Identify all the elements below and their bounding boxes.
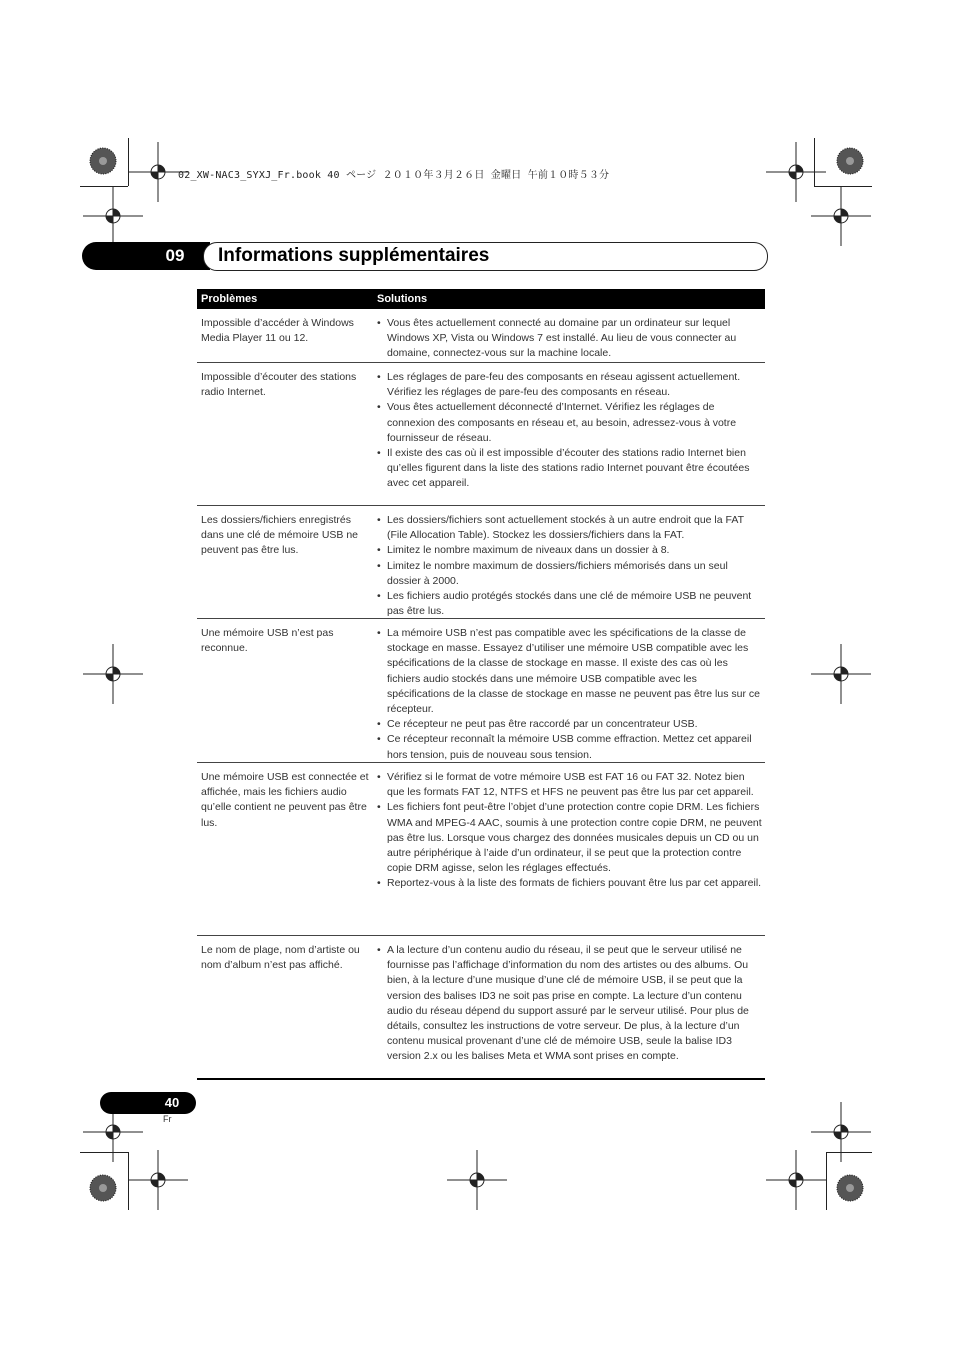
solution-item: • Vérifiez si le format de votre mémoire USB est FAT 16 ou FAT 32. Notez bien que les formats FAT 12, NTFS et HFS ne peuvent pas être lus par cet appareil. (377, 770, 762, 800)
solutions-cell (377, 513, 762, 619)
registration-star-icon (73, 1158, 133, 1218)
file-header: 02_XW-NAC3_SYXJ_Fr.book 40 ページ ２０１０年３月２６日 金曜日 午前１０時５３分 (178, 170, 610, 181)
solutions-cell (377, 626, 762, 763)
solution-item: • La mémoire USB n’est pas compatible avec les spécifications de la classe de stockage en masse. Essayez d’utiliser une mémoire USB compatible avec les spécifications de la classe de stockage en masse. Il existe des cas où les fichiers audio stockés dans une mémoire USB compatible avec les spécifications de la classe de stockage en masse ne peuvent pas être lus sur ce récepteur. (377, 626, 762, 717)
table-row (197, 936, 765, 1080)
registration-cross-icon (811, 186, 871, 246)
registration-cross-icon (83, 644, 143, 704)
registration-cross-icon (447, 1150, 507, 1210)
problem-cell: Le nom de plage, nom d’artiste ou nom d’album n’est pas affiché. (201, 944, 360, 972)
crop-line (826, 1152, 872, 1153)
solutions-cell (377, 370, 762, 492)
solution-item: • Vous êtes actuellement déconnecté d’Internet. Vérifiez les réglages de connexion des composants en réseau et, au besoin, adressez-vous à votre fournisseur de réseau. (377, 400, 762, 446)
table-row (197, 619, 765, 763)
chapter-title: Informations supplémentaires (218, 245, 490, 266)
page-number: 40 (164, 1095, 180, 1110)
language-code: Fr (163, 1114, 172, 1124)
solution-item: • Il existe des cas où il est impossible d’écouter des stations radio Internet bien qu’elles figurent dans la liste des stations radio Internet pouvant être écoutées avec cet appareil. (377, 446, 762, 492)
solution-item: • Les fichiers audio protégés stockés dans une clé de mémoire USB ne peuvent pas être lus. (377, 589, 762, 619)
header-problems: Problèmes (201, 293, 258, 305)
registration-star-icon (73, 131, 133, 191)
crop-line (80, 1152, 128, 1153)
table-row (197, 309, 765, 363)
solution-item: • Vous êtes actuellement connecté au domaine par un ordinateur sur lequel Windows XP, Vista ou Windows 7 est installé. Au lieu de vous connecter au domaine, connectez-vous sur la machine locale. (377, 316, 762, 362)
crop-line (826, 1152, 827, 1210)
registration-cross-icon (83, 186, 143, 246)
table-row (197, 506, 765, 619)
table-header (197, 289, 765, 309)
crop-line (814, 138, 815, 186)
troubleshooting-table (197, 289, 765, 1080)
registration-cross-icon (766, 1150, 826, 1210)
solutions-cell (377, 770, 762, 892)
solution-item: • Reportez-vous à la liste des formats de fichiers pouvant être lus par cet appareil. (377, 876, 762, 891)
solutions-cell (377, 943, 762, 1065)
solution-item: • Limitez le nombre maximum de dossiers/fichiers mémorisés dans un seul dossier à 2000. (377, 559, 762, 589)
solution-item: • Les réglages de pare-feu des composants en réseau agissent actuellement. Vérifiez les réglages de pare-feu des composants en réseau. (377, 370, 762, 400)
table-row (197, 763, 765, 936)
solutions-cell (377, 316, 762, 362)
crop-line (128, 1152, 129, 1210)
crop-line (814, 186, 872, 187)
chapter-number: 09 (165, 246, 185, 265)
registration-cross-icon (811, 644, 871, 704)
problem-cell: Les dossiers/fichiers enregistrés dans une clé de mémoire USB ne peuvent pas être lus. (201, 514, 359, 557)
solution-item: • Ce récepteur reconnaît la mémoire USB comme effraction. Mettez cet appareil hors tension, puis de nouveau sous tension. (377, 732, 762, 762)
solution-item: • A la lecture d’un contenu audio du réseau, il se peut que le serveur utilisé ne fournisse pas l’affichage d’information du nom des artistes ou des albums. Ou bien, à la lecture d’une musique d’une clé de mémoire USB, il se peut que la version des balises ID3 ne soit pas prise en compte. La lecture d’un contenu audio du réseau dépend du support assuré par le serveur utilisé. Pour plus de détails, consultez les instructions de votre serveur. De plus, à la lecture d’un contenu musical provenant d’une clé de mémoire USB, seule la balise ID3 version 2.x ou les balises Meta et WMA sont prises en compte. (377, 943, 762, 1065)
solution-item: • Limitez le nombre maximum de niveaux dans un dossier à 8. (377, 543, 762, 558)
solution-item: • Les dossiers/fichiers sont actuellement stockés à un autre endroit que la FAT (File Allocation Table). Stockez les dossiers/fichiers dans la FAT. (377, 513, 762, 543)
solution-item: • Ce récepteur ne peut pas être raccordé par un concentrateur USB. (377, 717, 762, 732)
registration-star-icon (820, 1158, 880, 1218)
crop-line (80, 186, 128, 187)
registration-cross-icon (128, 1150, 188, 1210)
problem-cell: Impossible d’écouter des stations radio Internet. (201, 371, 357, 399)
solution-item: • Les fichiers font peut-être l’objet d’une protection contre copie DRM. Les fichiers WMA and MPEG-4 AAC, soumis à une protection contre copie DRM, ne peuvent pas être lus. Lorsque vous chargez des données musicales depuis un CD ou un autre périphérique à l’aide d’un ordinateur, il se peut que la protection contre copie DRM agisse, selon les réglages effectués. (377, 800, 762, 876)
problem-cell: Une mémoire USB est connectée et affichée, mais les fichiers audio qu’elle contient ne peuvent pas être lus. (201, 771, 369, 829)
table-row (197, 363, 765, 506)
registration-star-icon (820, 131, 880, 191)
problem-cell: Impossible d’accéder à Windows Media Player 11 ou 12. (201, 317, 354, 345)
header-solutions: Solutions (377, 293, 428, 305)
problem-cell: Une mémoire USB n’est pas reconnue. (201, 627, 334, 655)
crop-line (128, 138, 129, 186)
